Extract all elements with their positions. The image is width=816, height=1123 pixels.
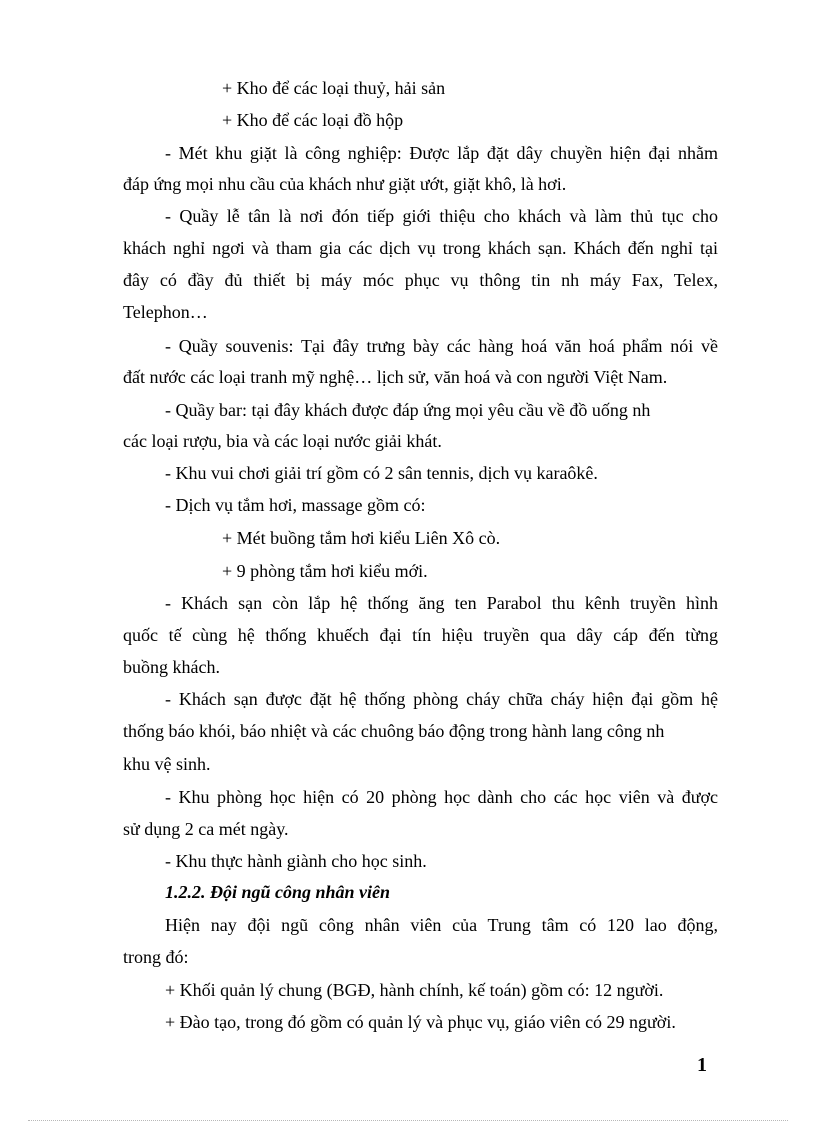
paragraph-line: - Quầy bar: tại đây khách được đáp ứng mọi yêu cầu về đồ uống nh: [165, 400, 651, 420]
paragraph-line: + Khối quản lý chung (BGĐ, hành chính, kế toán) gồm có: 12 người.: [165, 980, 664, 1000]
section-heading: 1.2.2. Đội ngũ công nhân viên: [165, 882, 391, 902]
paragraph-line: + Mét buồng tắm hơi kiểu Liên Xô cò.: [222, 528, 501, 548]
paragraph-line: - Quầy souvenis: Tại đây trưng bày các hàng hoá văn hoá phẩm nói về: [165, 336, 718, 356]
page-bottom-divider: [28, 1120, 788, 1121]
paragraph-line: + 9 phòng tắm hơi kiểu mới.: [222, 561, 428, 581]
paragraph-line: trong đó:: [123, 947, 189, 967]
paragraph-line: quốc tế cùng hệ thống khuếch đại tín hiệu truyền qua dây cáp đến từng: [123, 625, 718, 645]
paragraph-line: buồng khách.: [123, 657, 220, 677]
paragraph-line: - Khách sạn được đặt hệ thống phòng cháy chữa cháy hiện đại gồm hệ: [165, 689, 718, 709]
paragraph-line: đây có đầy đủ thiết bị máy móc phục vụ thông tin nh máy Fax, Telex,: [123, 270, 718, 290]
paragraph-line: các loại rượu, bia và các loại nước giải khát.: [123, 431, 442, 451]
paragraph-line: Hiện nay đội ngũ công nhân viên của Trung tâm có 120 lao động,: [165, 915, 718, 935]
paragraph-line: thống báo khói, báo nhiệt và các chuông báo động trong hành lang công nh: [123, 721, 665, 741]
paragraph-line: đáp ứng mọi nhu cầu của khách như giặt ướt, giặt khô, là hơi.: [123, 174, 567, 194]
paragraph-line: - Khu phòng học hiện có 20 phòng học dành cho các học viên và được: [165, 787, 718, 807]
paragraph-line: đất nước các loại tranh mỹ nghệ… lịch sử, văn hoá và con người Việt Nam.: [123, 367, 668, 387]
paragraph-line: - Quầy lễ tân là nơi đón tiếp giới thiệu cho khách và làm thủ tục cho: [165, 206, 718, 226]
paragraph-line: + Kho để các loại thuỷ, hải sản: [222, 78, 446, 98]
paragraph-line: + Kho để các loại đồ hộp: [222, 110, 404, 130]
paragraph-line: - Khu vui chơi giải trí gồm có 2 sân tennis, dịch vụ karaôkê.: [165, 463, 598, 483]
page-number: 1: [697, 1054, 707, 1076]
paragraph-line: - Dịch vụ tắm hơi, massage gồm có:: [165, 495, 426, 515]
paragraph-line: khu vệ sinh.: [123, 754, 211, 774]
paragraph-line: - Khách sạn còn lắp hệ thống ăng ten Parabol thu kênh truyền hình: [165, 593, 718, 613]
paragraph-line: - Mét khu giặt là công nghiệp: Được lắp đặt dây chuyền hiện đại nhằm: [165, 143, 718, 163]
paragraph-line: - Khu thực hành giành cho học sinh.: [165, 851, 427, 871]
paragraph-line: sử dụng 2 ca mét ngày.: [123, 819, 289, 839]
paragraph-line: khách nghỉ ngơi và tham gia các dịch vụ trong khách sạn. Khách đến nghỉ tại: [123, 238, 718, 258]
paragraph-line: + Đào tạo, trong đó gồm có quản lý và phục vụ, giáo viên có 29 người.: [165, 1012, 676, 1032]
paragraph-line: Telephon…: [123, 302, 208, 322]
